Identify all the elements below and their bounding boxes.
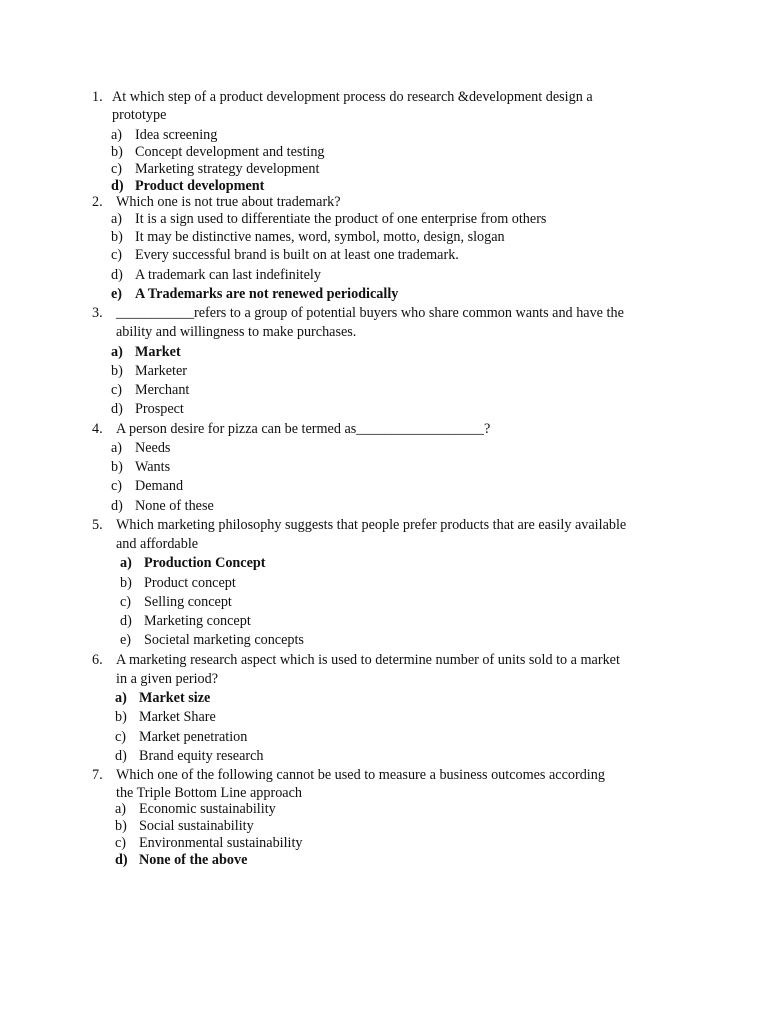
option-text: Concept development and testing: [135, 144, 325, 160]
question-text: [112, 88, 593, 124]
option-text: Production Concept: [144, 555, 266, 571]
option-text: Marketing concept: [144, 613, 251, 629]
option-text: Social sustainability: [139, 818, 254, 834]
option-text: Market penetration: [139, 729, 248, 745]
option-letter: a): [111, 344, 123, 360]
question-text-line: and affordable: [116, 536, 199, 552]
question-text-line: ability and willingness to make purchases.: [116, 324, 357, 340]
option-letter: a): [111, 211, 123, 227]
option-text: It is a sign used to differentiate the product of one enterprise from others: [135, 211, 547, 227]
option-letter: d): [111, 498, 123, 514]
option-letter: a): [115, 690, 127, 706]
option-letter: b): [115, 709, 127, 725]
option-letter: d): [111, 178, 124, 194]
question-number: 7.: [92, 767, 103, 783]
option-letter: c): [111, 247, 123, 263]
option-letter: c): [115, 835, 127, 851]
question-text-line: ___________refers to a group of potential buyers who share common wants and have the: [116, 305, 624, 321]
option-letter: a): [120, 555, 132, 571]
option-text: Economic sustainability: [139, 801, 276, 817]
option-letter: b): [120, 575, 132, 591]
option-text: Societal marketing concepts: [144, 632, 304, 648]
option-text: Wants: [135, 459, 171, 475]
option-letter: e): [120, 632, 132, 648]
option-text: Prospect: [135, 401, 184, 417]
option-text: Marketing strategy development: [135, 161, 320, 177]
question-number: 3.: [92, 305, 103, 321]
option-text: Brand equity research: [139, 748, 264, 764]
option-letter: b): [111, 229, 123, 245]
question-text: [116, 651, 620, 688]
question-text: [116, 420, 490, 438]
question-text-line: Which one is not true about trademark?: [116, 194, 341, 210]
question-text-line: the Triple Bottom Line approach: [116, 785, 302, 801]
question-number: 6.: [92, 652, 103, 668]
option-letter: d): [111, 401, 123, 417]
option-letter: b): [111, 144, 123, 160]
option-text: Market Share: [139, 709, 216, 725]
option-letter: c): [111, 382, 123, 398]
option-letter: a): [111, 127, 123, 143]
option-letter: d): [115, 852, 128, 868]
option-text: A trademark can last indefinitely: [135, 267, 321, 283]
option-letter: b): [111, 459, 123, 475]
option-letter: c): [111, 161, 123, 177]
option-text: Merchant: [135, 382, 190, 398]
question-text-line: Which one of the following cannot be used to measure a business outcomes according: [116, 767, 605, 783]
question-text: [116, 304, 624, 341]
question-text: [116, 766, 605, 802]
option-letter: a): [111, 440, 123, 456]
question-text-line: A marketing research aspect which is used to determine number of units sold to a market: [116, 652, 620, 668]
question-text: [116, 516, 626, 553]
option-letter: a): [115, 801, 127, 817]
option-letter: d): [115, 748, 127, 764]
option-letter: b): [115, 818, 127, 834]
option-text: Environmental sustainability: [139, 835, 303, 851]
option-letter: e): [111, 286, 123, 302]
option-text: Needs: [135, 440, 171, 456]
option-text: Market: [135, 344, 181, 360]
option-text: None of the above: [139, 852, 248, 868]
option-letter: c): [120, 594, 132, 610]
option-text: Every successful brand is built on at least one trademark.: [135, 247, 459, 263]
question-number: 5.: [92, 517, 103, 533]
option-text: Demand: [135, 478, 184, 494]
question-text: [116, 193, 341, 211]
option-text: Selling concept: [144, 594, 232, 610]
option-text: Idea screening: [135, 127, 218, 143]
question-text-line: A person desire for pizza can be termed as__________________?: [116, 421, 491, 437]
option-text: None of these: [135, 498, 214, 514]
option-text: Marketer: [135, 363, 187, 379]
question-number: 4.: [92, 421, 103, 437]
option-letter: c): [111, 478, 123, 494]
question-number: 1.: [92, 89, 103, 105]
option-letter: d): [120, 613, 132, 629]
option-text: A Trademarks are not renewed periodically: [135, 286, 399, 302]
option-text: Product concept: [144, 575, 236, 591]
option-text: It may be distinctive names, word, symbol, motto, design, slogan: [135, 229, 505, 245]
option-letter: c): [115, 729, 127, 745]
question-text-line: prototype: [112, 107, 167, 123]
option-letter: d): [111, 267, 123, 283]
question-text-line: in a given period?: [116, 671, 219, 687]
question-number: 2.: [92, 194, 103, 210]
question-text-line: Which marketing philosophy suggests that people prefer products that are easily available: [116, 517, 627, 533]
option-text: Market size: [139, 690, 211, 706]
option-text: Product development: [135, 178, 265, 194]
option-letter: b): [111, 363, 123, 379]
question-text-line: At which step of a product development process do research &development design a: [112, 89, 593, 105]
